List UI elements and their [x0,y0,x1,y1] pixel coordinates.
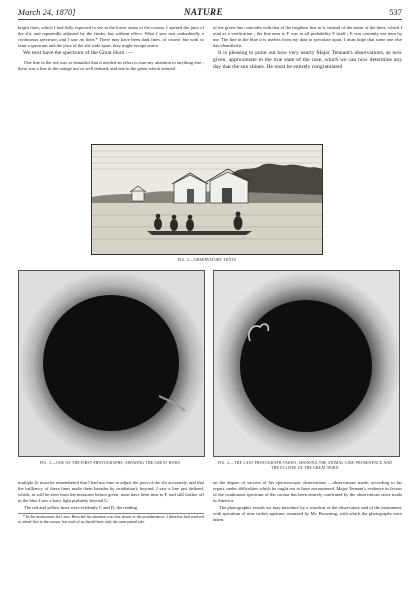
column-right-top [213,25,402,74]
journal-title: NATURE [184,7,224,17]
paragraph: The red and yellow lines were evidently C and D, the reading [24,505,138,511]
paragraph: It is pleasing to point out how very nearly Major Tennant's observations, as now given, approximate to the true state of the case, which we can now determine any day that the sun shines. He must be entirely congratulated [213,50,402,71]
footnote: * In the instructions for Lieut. Herschel his attention was first drawn to the protuberances. I therefore had resolved to attend first to the corona, lest each of us should have only the same partial tale. [18,515,204,525]
italic-quote: What I saw was undoubtedly a continuous spectrum, and I saw no lines. [18,30,204,42]
running-header [18,7,402,19]
paragraph: multiple (it must be remembered that I had not time to adjust the jaws of the slit accurately, and that the brilliancy of these lines made them broader by irradiation); beyond, I saw a line just defined, which, as will be seen from the measures before given, must have been near to F, and still further off in the blue I saw a hazy light probably beyond G. [18,480,204,503]
issue-date: March 24, 1870] [18,7,76,17]
page-number: 537 [389,7,402,17]
paragraph: One line in the red was so beautiful that it needed an effort to turn my attention to anything else ; there was a line in the orange not so well defined, and one in the green which seemed [18,60,204,72]
eclipse-photograph-first [18,270,205,457]
paragraph: The photographic results we may introduce by a woodcut of the observatory and of the instrument, with speculum of nine inches aperture, mounted by Mr. Browning, with which the photographs were taken. [213,505,402,523]
paragraph: of the green line coincides with that of the brightest line in b, instead of the mean of the three, which I read as a verification ; the line near to F was in all probability F itself ; E was certainly not seen by me. The line in the blue it is useless from my data to speculate upon, I must hope that some one else has identified it. [213,25,402,48]
figure-4-caption: FIG. 4.—THE LAST PHOTOGRAPH TAKEN, SHOWING THE ANIMAL-LIKE PROMINENCE AND THE ECLIPSE OF THE GREAT HORN [217,461,393,470]
column-right-bottom [213,480,402,525]
figure-3-caption: FIG. 3.—ONE OF THE FIRST PHOTOGRAPHS, SHOWING THE GREAT HORN [39,461,181,465]
paragraph: on the degree of success of his spectroscopic observations —observations made, according to his report, under difficulties which he ought not to have encountered. Major Tennant's evidence in favour of the continuous spectrum of the corona has been entirely confirmed by the observations since made in America. [213,480,402,503]
paragraph: bright lines, which I had fully expected to see in the lower strata of the corona, I opened the jaws of the slit, and repeatedly adjusted by the finder, but without effect. What I saw was undoubtedly a continuous spectrum, and I saw no lines.* There may have been dark lines, of course, but with so faint a spectrum and the jaws of the slit wide apart, they might escape notice. [18,25,204,48]
header-rule [18,19,402,20]
section-lead: We next have the spectrum of the Great Horn :— [23,50,133,57]
column-left-bottom [18,480,204,527]
figure-2-caption: FIG. 2.—OBSERVATORY TENTS [177,258,237,262]
column-left-top [18,25,204,74]
eclipse-photograph-last [213,270,400,457]
observatory-tents-engraving [91,144,323,255]
